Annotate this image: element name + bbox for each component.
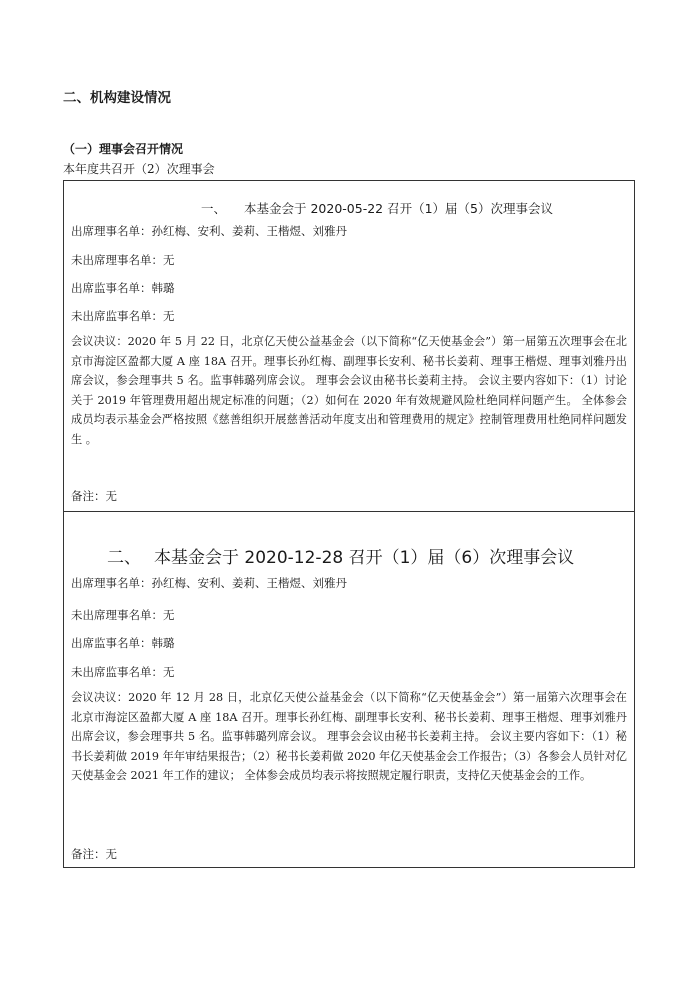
meeting-remarks: 备注：无 [71,847,117,861]
attending-supervisors: 出席监事名单：韩璐 [71,281,175,295]
attending-supervisors: 出席监事名单：韩璐 [71,636,175,650]
absent-directors: 未出席理事名单：无 [71,608,175,622]
meetings-table [63,180,635,868]
absent-supervisors: 未出席监事名单：无 [71,309,175,323]
meeting-title-text: 本基金会于 2020-12-28 召开（1）届（6）次理事会议 [154,548,575,568]
absent-supervisors: 未出席监事名单：无 [71,665,175,679]
attending-directors: 出席理事名单：孙红梅、安利、姜莉、王楷煜、刘雅丹 [71,576,347,590]
subsection-title: （一）理事会召开情况 [63,142,184,156]
meeting-remarks: 备注：无 [71,489,117,503]
meeting-resolution: 会议决议：2020 年 5 月 22 日，北京亿天使公益基金会（以下简称“亿天使基金会”）第一届第五次理事会在北京市海淀区盈都大厦 A 座 18A 召开。理事长孙红梅、副理事长安利、秘书长姜莉、理事王楷煜、理事刘雅丹出席会议，参会理事共 5 名。监事韩璐列席会议。 理事会会议由秘书长姜莉主持。 会议主要内容如下：（1）讨论关于 2019 年管理费用超出规定标准的问题；（2）如何在 2020 年有效规避风险杜绝同样问题产生。 全体参会成员均表示基金会严格按照《慈善组织开展慈善活动年度支出和管理费用的规定》控制管理费用杜绝同样问题发生 。 [71,335,627,446]
meeting-count-summary: 本年度共召开（2）次理事会 [63,162,215,176]
meeting-number: 一、 [201,201,227,216]
meeting-title-text: 本基金会于 2020-05-22 召开（1）届（5）次理事会议 [244,201,553,216]
absent-directors: 未出席理事名单：无 [71,253,175,267]
section-title: 二、机构建设情况 [63,90,171,106]
meeting-record [64,181,634,512]
attending-directors: 出席理事名单：孙红梅、安利、姜莉、王楷煜、刘雅丹 [71,224,347,238]
meeting-resolution: 会议决议：2020 年 12 月 28 日，北京亿天使公益基金会（以下简称“亿天使基金会”）第一届第六次理事会在北京市海淀区盈都大厦 A 座 18A 召开。理事长孙红梅、副理事长安利、秘书长姜莉、理事王楷煜、理事刘雅丹出席会议，参会理事共 5 名。监事韩璐列席会议。 理事会会议由秘书长姜莉主持。 会议主要内容如下：（1）秘书长姜莉做 2019 年年审结果报告；（2）秘书长姜莉做 2020 年亿天使基金会工作报告；（3）各参会人员针对亿天使基金会 2021 年工作的建议； 全体参会成员均表示将按照规定履行职责，支持亿天使基金会的工作。 [71,691,627,782]
meeting-number: 二、 [107,548,141,568]
meeting-record [64,512,634,868]
